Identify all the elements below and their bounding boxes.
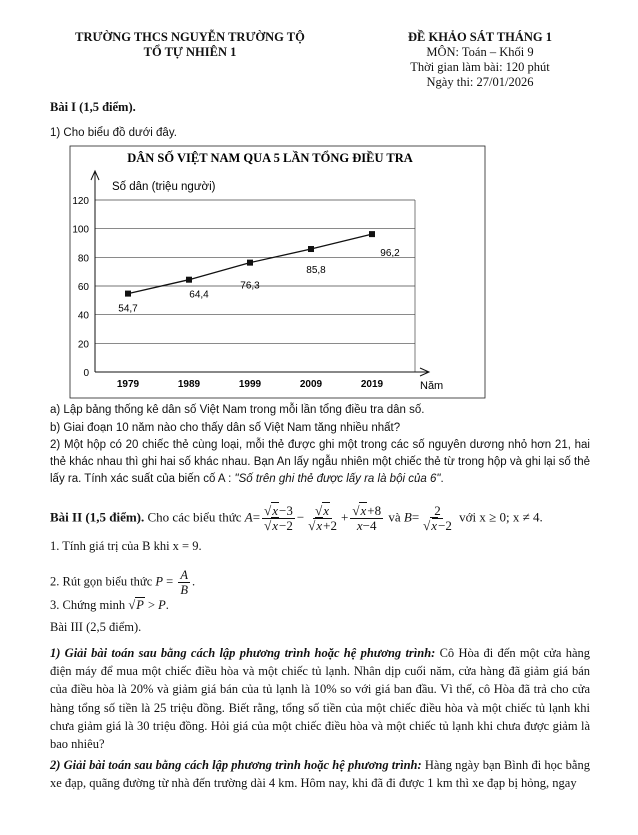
bai3-p1 <box>50 644 590 753</box>
data-point <box>125 291 131 297</box>
x-tick-label: 1989 <box>177 379 201 390</box>
bai1-qb: b) Giai đoạn 10 năm nào cho thấy dân số Việt Nam tăng nhiều nhất? <box>50 422 401 434</box>
bai1-q2-event: "Số trên ghi thẻ được lấy ra là bội của 6" <box>234 473 441 485</box>
data-point <box>369 231 375 237</box>
data-label: 85,8 <box>306 265 326 277</box>
data-point <box>186 277 192 283</box>
bai3-p2-text: Hàng ngày bạn Bình đi học bằng xe đạp, quãng đường từ nhà đến trường dài 4 km. Hôm nay, khi đã đi được 1 km thì xe đạp bị hỏng, ngay <box>50 758 590 791</box>
group-name: TỔ TỰ NHIÊN 1 <box>143 45 237 59</box>
bai2-title: Bài II (1,5 điểm). <box>50 509 145 525</box>
bai3-p2-lead: 2) Giải bài toán sau bằng cách lập phương trình hoặc hệ phương trình: <box>50 758 422 772</box>
bai3-p2 <box>50 756 590 792</box>
bai2-q1: 1. Tính giá trị của B khi x = 9. <box>50 539 202 553</box>
data-label: 76,3 <box>240 280 260 292</box>
exam-subject: MÔN: Toán – Khối 9 <box>426 45 534 59</box>
bai3-p1-lead: 1) Giải bài toán sau bằng cách lập phương trình hoặc hệ phương trình: <box>50 646 436 660</box>
bai2-q3: 3. Chứng minh √P > P. <box>50 598 169 612</box>
x-tick-label: 2019 <box>360 379 384 390</box>
y-tick-label: 80 <box>77 253 89 265</box>
bai1-q2 <box>50 437 590 488</box>
y-tick-label: 100 <box>72 224 89 236</box>
data-label: 96,2 <box>380 248 400 260</box>
bai2-intro: Cho các biểu thức <box>147 509 242 525</box>
y-tick-label: 20 <box>77 339 89 351</box>
data-label: 64,4 <box>189 289 209 301</box>
bai1-qa: a) Lập bảng thống kê dân số Việt Nam trong mỗi lần tổng điều tra dân số. <box>50 404 425 416</box>
chart-xlabel: Năm <box>420 380 444 392</box>
chart-title: DÂN SỐ VIỆT NAM QUA 5 LẦN TỔNG ĐIỀU TRA <box>127 151 413 165</box>
bai1-q2-text: 2) Một hộp có 20 chiếc thẻ cùng loại, mỗi thẻ được ghi một trong các số nguyên dương nhỏ hơn 21, hai thẻ khác nhau thì ghi hai số khác nhau. Bạn An lấy ngẫu nhiên một chiếc thẻ từ trong hộp và ghi lại số thẻ lấy ra. Tính xác suất của biến cố A : <box>50 439 590 485</box>
bai1-title: Bài I (1,5 điểm). <box>50 100 136 114</box>
y-tick-label: 0 <box>83 368 89 379</box>
chart-ylabel: Số dân (triệu người) <box>112 181 216 193</box>
x-tick-label: 1999 <box>238 379 262 390</box>
y-tick-label: 60 <box>77 282 89 293</box>
exam-date: Ngày thi: 27/01/2026 <box>426 75 534 89</box>
bai2-q2-text: 2. Rút gọn biểu thức <box>50 574 153 589</box>
bai1-q2-end: . <box>440 473 444 485</box>
data-point <box>247 260 253 266</box>
bai3-p1-text: Cô Hòa đi đến một cửa hàng điện máy để mua một chiếc điều hòa và một chiếc tủ lạnh. Nhân dịp cuối năm, cửa hàng đã giảm giá bán của điều hòa là 20% và giảm giá bán của tủ lạnh là 10% so với giá ban đầu. Vì thế, cô Hòa đã trả cho cửa hàng tổng số tiền là 25 triệu đồng. Biết rằng, tổng số tiền của một chiếc điều hòa và một chiếc tủ lạnh khi chưa giảm giá là 30 triệu đồng. Hỏi giá của một chiếc điều hòa và một chiếc tủ lạnh khi chưa được giảm là bao nhiêu? <box>50 646 590 752</box>
data-point <box>308 246 314 252</box>
bai2-q3-text: 3. Chứng minh <box>50 598 126 612</box>
bai1-q1-intro: 1) Cho biểu đồ dưới đây. <box>50 127 177 139</box>
y-tick-label: 40 <box>77 310 89 322</box>
bai3-title: Bài III (2,5 điểm). <box>50 620 142 634</box>
x-tick-label: 1979 <box>116 379 140 390</box>
x-tick-label: 2009 <box>299 379 323 390</box>
bai2-q2: 2. Rút gọn biểu thức P = $\frac{A}{B}$ . <box>50 568 196 597</box>
exam-title: ĐỀ KHẢO SÁT THÁNG 1 <box>407 30 552 44</box>
bai2-statement: Bài II (1,5 điểm). Cho các biểu thức A= $\frac{√x-3}{√x-2}$ − $\frac{√x}{√x+2}$ + $\frac{√x+8}{x-4}$ và B= $\frac{2}{√x-2}$ với x ≥ 0; x ≠ 4. <box>50 503 543 533</box>
exam-duration: Thời gian làm bài: 120 phút <box>410 60 550 74</box>
bai2-condition: với x ≥ 0; x ≠ 4. <box>459 509 543 525</box>
data-label: 54,7 <box>118 303 138 315</box>
school-name: TRƯỜNG THCS NGUYỄN TRƯỜNG TỘ <box>75 30 305 44</box>
y-tick-label: 120 <box>72 196 89 207</box>
